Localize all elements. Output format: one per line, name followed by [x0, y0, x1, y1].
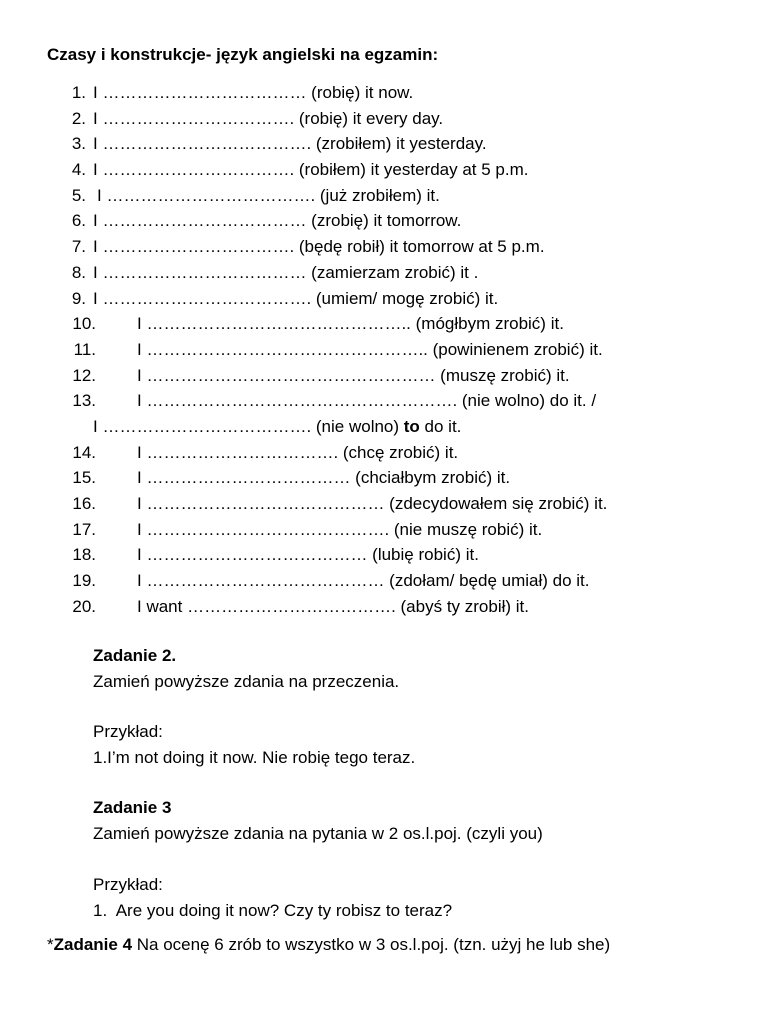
list-item [0, 542, 768, 568]
item-text: I ……………………………. (robię) it every day. [93, 108, 444, 128]
task3-example-label: Przykład: [93, 875, 163, 894]
item-number: 1. [71, 83, 86, 102]
task2-example: 1.I’m not doing it now. Nie robię tego teraz. [93, 748, 416, 767]
item-number: 10. [72, 314, 96, 334]
item-text: I ……………………………. (chcę zrobić) it. [137, 442, 459, 462]
item-number: 12. [72, 365, 96, 385]
task2-instruction: Zamień powyższe zdania na przeczenia. [93, 672, 400, 691]
item-text: I ……………………………. (robiłem) it yesterday at 5 p.m. [93, 160, 529, 180]
item-number: 4. [71, 160, 86, 180]
item-number: 3. [71, 134, 86, 154]
list-item [0, 183, 768, 209]
item-text: I …………………………………………… (muszę zrobić) it. [137, 365, 570, 385]
item-text: I ……………………………… (chciałbym zrobić) it. [137, 468, 511, 488]
list-item [0, 157, 768, 183]
task4-text: Na ocenę 6 zrób to wszystko w 3 os.l.poj. (tzn. użyj he lub she) [132, 935, 611, 954]
list-item [0, 131, 768, 157]
item-number: 16. [72, 494, 96, 513]
exercise-list [0, 80, 768, 619]
item-number: 7. [71, 237, 86, 257]
task3-example-number: 1. [93, 901, 108, 920]
item-number: 20. [72, 596, 96, 616]
list-item [0, 260, 768, 286]
item-number: 5. [71, 185, 86, 205]
item-text-part: do it. [419, 416, 462, 436]
list-item [0, 208, 768, 234]
page-title: Czasy i konstrukcje- język angielski na egzamin: [47, 45, 439, 64]
list-item-continuation [0, 414, 768, 440]
task3-heading: Zadanie 3 [93, 798, 172, 817]
list-item [0, 286, 768, 312]
item-number: 6. [71, 211, 86, 231]
item-text: I ……………………………… (zamierzam zrobić) it . [93, 262, 479, 282]
item-number: 18. [72, 545, 96, 565]
item-text: I …………………………………… (zdecydowałem się zrobić) it. [137, 494, 608, 513]
item-text: I ……………………………. (będę robił) it tomorrow at 5 p.m. [93, 237, 545, 257]
item-number: 15. [72, 468, 96, 488]
item-text-part: I ………………………………. (nie wolno) [93, 416, 404, 436]
list-item [0, 337, 768, 363]
list-item [0, 465, 768, 491]
item-number: 17. [72, 519, 96, 539]
item-number: 11. [73, 339, 96, 359]
list-item [0, 491, 768, 517]
item-text: I ………………………………………………. (nie wolno) do it. / [137, 391, 597, 411]
list-item [0, 388, 768, 414]
item-number: 13. [72, 391, 96, 411]
item-number: 2. [71, 108, 86, 128]
task4 [47, 935, 610, 955]
list-item [0, 568, 768, 594]
item-text: I ………………………………… (lubię robić) it. [137, 545, 479, 565]
item-text: I ……………………………… (zrobię) it tomorrow. [93, 211, 462, 231]
task2-example-label: Przykład: [93, 722, 163, 741]
item-number: 8. [71, 262, 86, 282]
item-text-bold: to [403, 416, 420, 436]
item-text: I …………………………………… (zdołam/ będę umiał) do it. [137, 571, 590, 591]
item-number: 19. [72, 571, 96, 591]
item-number: 14. [72, 442, 96, 462]
task3-example-text: Are you doing it now? Czy ty robisz to teraz? [115, 901, 453, 920]
list-item [0, 234, 768, 260]
task4-star: * [47, 935, 54, 954]
list-item [0, 80, 768, 106]
task2-heading: Zadanie 2. [93, 646, 177, 665]
list-item [0, 363, 768, 389]
item-number: 9. [71, 288, 86, 308]
list-item [0, 311, 768, 337]
task3-instruction: Zamień powyższe zdania na pytania w 2 os.l.poj. (czyli you) [93, 824, 543, 843]
list-item [0, 594, 768, 620]
list-item [0, 517, 768, 543]
item-text: I ……………………………………….. (mógłbym zrobić) it. [137, 314, 564, 334]
task3-example [93, 898, 452, 924]
list-item [0, 440, 768, 466]
item-text: I ………………………………. (zrobiłem) it yesterday. [93, 134, 487, 154]
task4-heading: Zadanie 4 [53, 935, 133, 954]
list-item [0, 106, 768, 132]
item-text: I ………………………………. (umiem/ mogę zrobić) it. [93, 288, 499, 308]
item-text [93, 414, 461, 440]
item-text: I ……………………………… (robię) it now. [93, 83, 414, 102]
item-text: I ……………………………………. (nie muszę robić) it. [137, 519, 543, 539]
item-text: I ………………………………………….. (powinienem zrobić) it. [137, 339, 603, 359]
item-text: I ………………………………. (już zrobiłem) it. [97, 185, 440, 205]
item-text: I want ………………………………. (abyś ty zrobił) it. [137, 596, 529, 616]
